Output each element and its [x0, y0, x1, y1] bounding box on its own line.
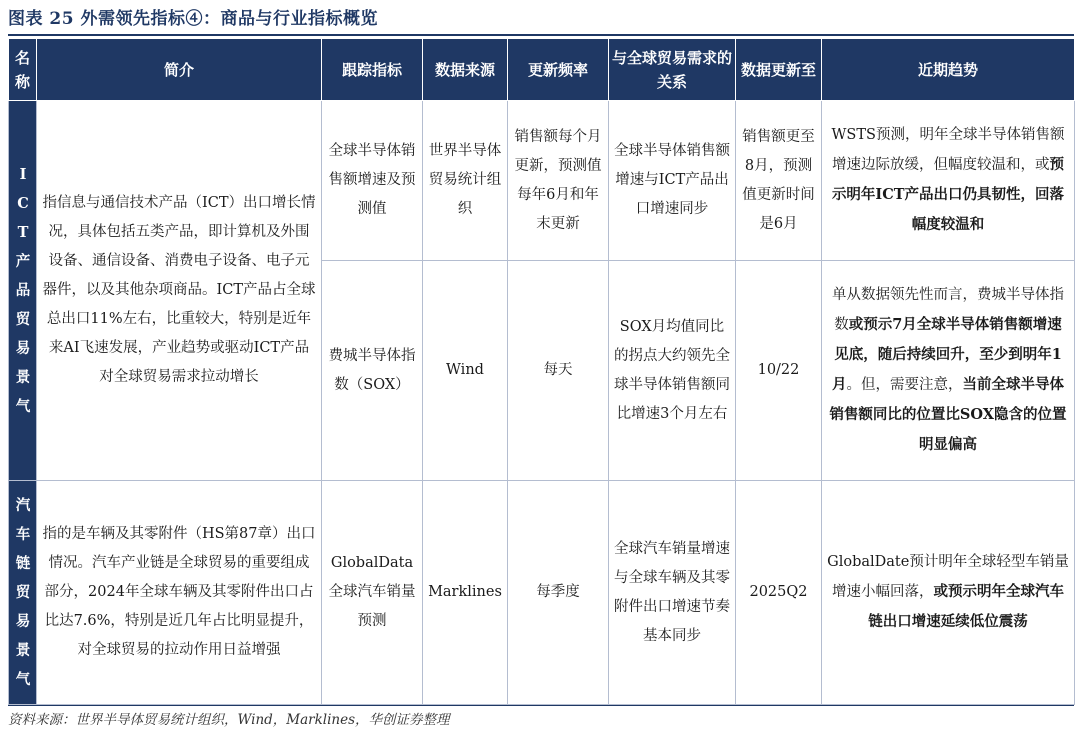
- update-sox: 10/22: [736, 261, 822, 481]
- table-header-row: [9, 39, 1075, 101]
- indicator-sox: 费城半导体指数（SOX）: [322, 261, 423, 481]
- header-indicator: 跟踪指标: [322, 39, 423, 101]
- indicator-semiconductor-sales: 全球半导体销售额增速及预测值: [322, 101, 423, 261]
- source-wind: Wind: [423, 261, 508, 481]
- table-row: [9, 481, 1075, 705]
- trend-semiconductor-sales: WSTS预测，明年全球半导体销售额增速边际放缓，但幅度较温和，或预示明年ICT产品出口仍具韧性，回落幅度较温和: [822, 101, 1075, 261]
- footer-divider: [8, 705, 1074, 706]
- category-auto: 汽车链贸易景气: [9, 481, 37, 705]
- category-ict: ICT产品贸易景气: [9, 101, 37, 481]
- update-semiconductor-sales: 销售额更至8月，预测值更新时间是6月: [736, 101, 822, 261]
- intro-ict: 指信息与通信技术产品（ICT）出口增长情况，具体包括五类产品，即计算机及外围设备、通信设备、消费电子设备、电子元器件，以及其他杂项商品。ICT产品占全球总出口11%左右，比重较大，特别是近年来AI飞速发展，产业趋势或驱动ICT产品对全球贸易需求拉动增长: [37, 101, 322, 481]
- header-category: 名称: [9, 39, 37, 101]
- frequency-sox: 每天: [508, 261, 609, 481]
- header-frequency: 更新频率: [508, 39, 609, 101]
- source-marklines: Marklines: [423, 481, 508, 705]
- update-auto: 2025Q2: [736, 481, 822, 705]
- intro-auto: 指的是车辆及其零附件（HS第87章）出口情况。汽车产业链是全球贸易的重要组成部分，2024年全球车辆及其零附件出口占比达7.6%，特别是近几年占比明显提升，对全球贸易的拉动作用日益增强: [37, 481, 322, 705]
- header-update-to: 数据更新至: [736, 39, 822, 101]
- header-intro: 简介: [37, 39, 322, 101]
- source-wsts: 世界半导体贸易统计组织: [423, 101, 508, 261]
- relation-auto: 全球汽车销量增速与全球车辆及其零附件出口增速节奏基本同步: [609, 481, 736, 705]
- indicator-globaldata: GlobalData全球汽车销量预测: [322, 481, 423, 705]
- title-divider: [8, 34, 1074, 36]
- trend-auto: GlobalDate预计明年全球轻型车销量增速小幅回落，或预示明年全球汽车链出口增速延续低位震荡: [822, 481, 1075, 705]
- relation-sox: SOX月均值同比的拐点大约领先全球半导体销售额同比增速3个月左右: [609, 261, 736, 481]
- indicator-table: [8, 38, 1075, 705]
- frequency-semiconductor-sales: 销售额每个月更新，预测值每年6月和年末更新: [508, 101, 609, 261]
- header-trend: 近期趋势: [822, 39, 1075, 101]
- header-relation: 与全球贸易需求的关系: [609, 39, 736, 101]
- source-note: 资料来源：世界半导体贸易统计组织，Wind，Marklines，华创证券整理: [8, 712, 450, 728]
- table-row: [9, 101, 1075, 261]
- figure-title: 图表 25 外需领先指标④：商品与行业指标概览: [8, 9, 378, 29]
- header-source: 数据来源: [423, 39, 508, 101]
- relation-semiconductor-sales: 全球半导体销售额增速与ICT产品出口增速同步: [609, 101, 736, 261]
- frequency-auto: 每季度: [508, 481, 609, 705]
- trend-sox: 单从数据领先性而言，费城半导体指数或预示7月全球半导体销售额增速见底，随后持续回升，至少到明年1月。但，需要注意，当前全球半导体销售额同比的位置比SOX隐含的位置明显偏高: [822, 261, 1075, 481]
